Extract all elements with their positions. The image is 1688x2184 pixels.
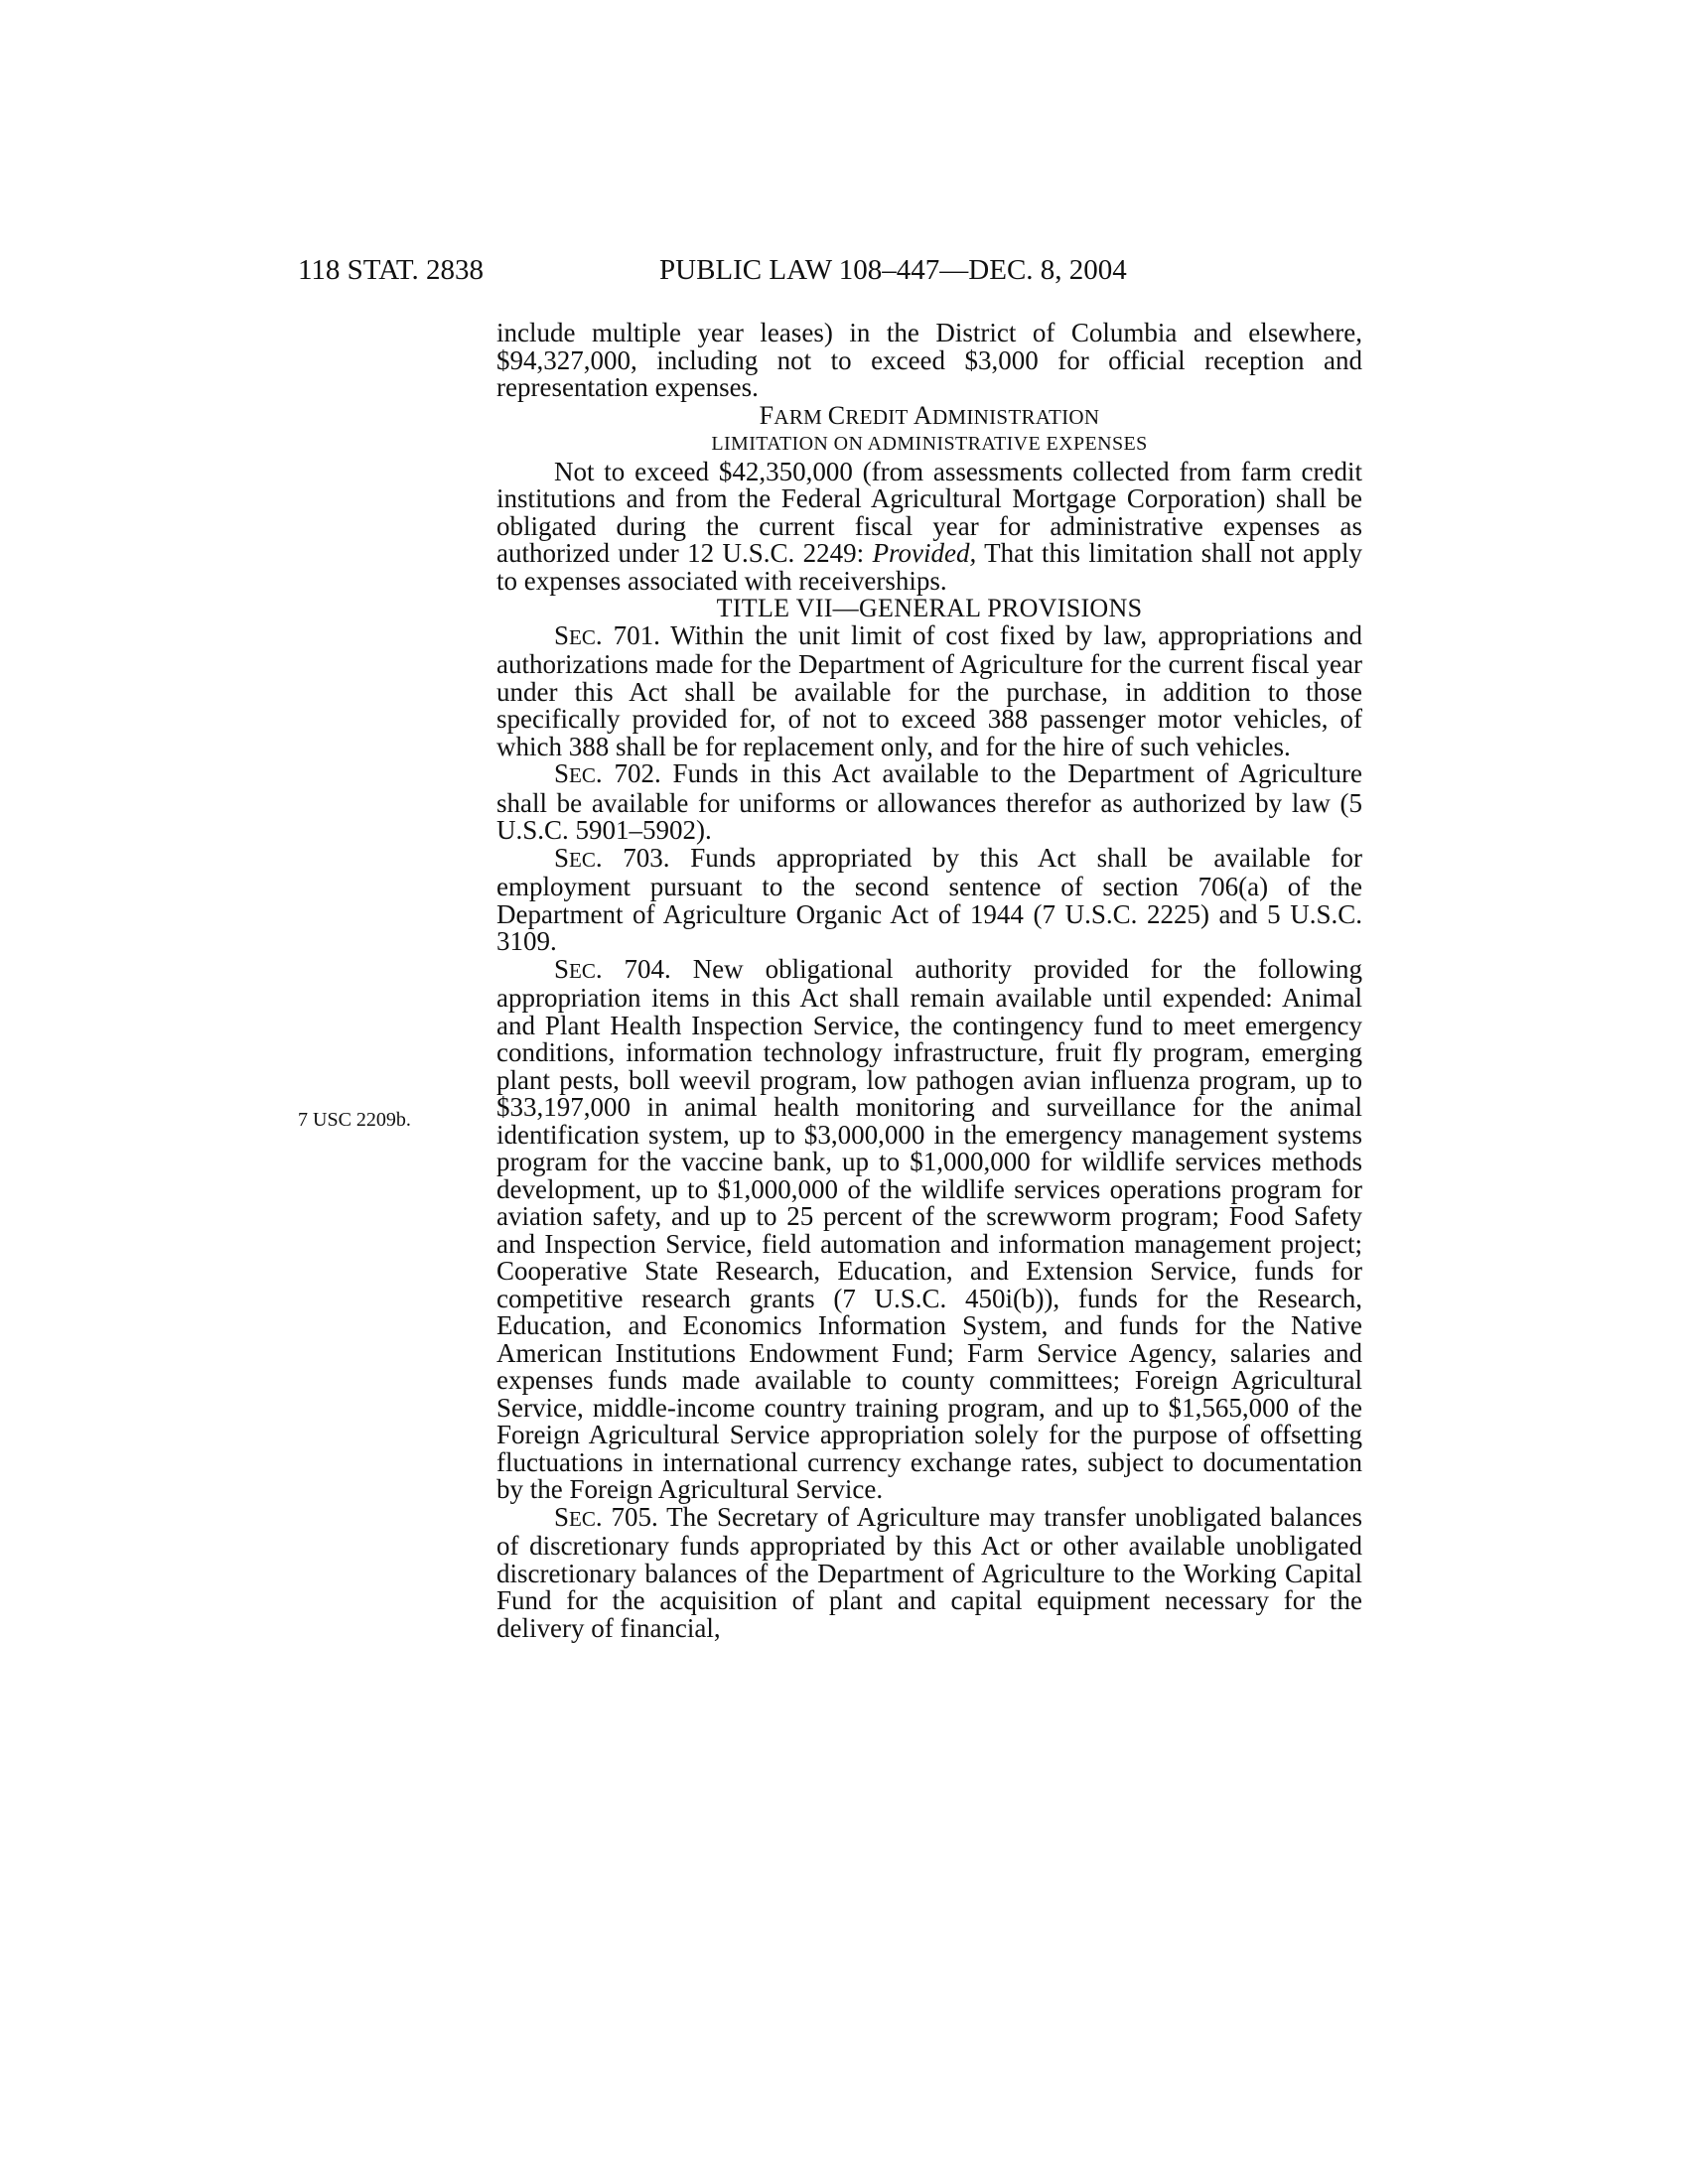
section-705: SEC. 705. The Secretary of Agriculture may transfer unobligated balances of discretionary funds appropriated by this Act or other available unobligated discretionary balances of the Department of Agriculture to the Working Capital Fund for the acquisition of plant and capital equipment necessary for the delivery of financial, bbox=[496, 1501, 1363, 1643]
margin-note: 7 USC 2209b. bbox=[298, 1109, 411, 1131]
sub-heading: LIMITATION ON ADMINISTRATIVE EXPENSES bbox=[711, 433, 1148, 455]
section-701: SEC. 701. Within the unit limit of cost fixed by law, appropriations and authorizations made for the Department of Agriculture for the current fiscal year under this Act shall be available for the purchase, in addition to those specifically provided for, of not to exceed 388 passenger motor vehicles, of which 388 shall be for replacement only, and for the hire of such vehicles. bbox=[496, 619, 1362, 761]
section-703: SEC. 703. Funds appropriated by this Act shall be available for employment pursuant to the second sentence of section 706(a) of the Department of Agriculture Organic Act of 1944 (7 U.S.C. 2225) and 5 U.S.C. 3109. bbox=[496, 842, 1363, 956]
page-header bbox=[298, 254, 1291, 294]
statute-page-number: 118 STAT. 2838 bbox=[298, 254, 484, 286]
agency-heading: FARM CREDIT ADMINISTRATION bbox=[759, 400, 1100, 430]
intro-paragraph: include multiple year leases) in the District of Columbia and elsewhere, $94,327,000, including not to exceed $3,000 for official reception and representation expenses. bbox=[496, 318, 1362, 402]
page-body bbox=[496, 320, 1362, 1642]
section-702: SEC. 702. Funds in this Act available to the Department of Agriculture shall be available for uniforms or allowances therefor as authorized by law (5 U.S.C. 5901–5902). bbox=[496, 758, 1362, 845]
running-head-law: PUBLIC LAW 108–447—DEC. 8, 2004 bbox=[659, 254, 1127, 286]
fca-paragraph: Not to exceed $42,350,000 (from assessments collected from farm credit institutions and from the Federal Agricultural Mortgage Corporation) shall be obligated during the current fiscal year for administrative expenses as authorized under 12 U.S.C. 2249: Provided, That this limitation shall not apply to expenses associated with receiverships. bbox=[496, 456, 1362, 596]
section-704: SEC. 704. New obligational authority provided for the following appropriation items in this Act shall remain available until expended: Animal and Plant Health Inspection Service, the contingency fund to meet emergency conditions, information technology infrastructure, fruit fly program, emerging plant pests, boll weevil program, low pathogen avian influenza program, up to $33,197,000 in animal health monitoring and surveillance for the animal identification system, up to $3,000,000 in the emergency management systems program for the vaccine bank, up to $1,000,000 for wildlife services methods development, up to $1,000,000 of the wildlife services operations program for aviation safety, and up to 25 percent of the screwworm program; Food Safety and Inspection Service, field automation and information management project; Cooperative State Research, Education, and Extension Service, funds for competitive research grants (7 U.S.C. 450i(b)), funds for the Research, Education, and Economics Information System, and funds for the Native American Institutions Endowment Fund; Farm Service Agency, salaries and expenses funds made available to county committees; Foreign Agricultural Service, middle-income country training program, and up to $1,565,000 of the Foreign Agricultural Service appropriation solely for the purpose of offsetting fluctuations in international currency exchange rates, subject to documentation by the Foreign Agricultural Service. bbox=[496, 953, 1362, 1504]
title-heading: TITLE VII—GENERAL PROVISIONS bbox=[716, 594, 1143, 622]
